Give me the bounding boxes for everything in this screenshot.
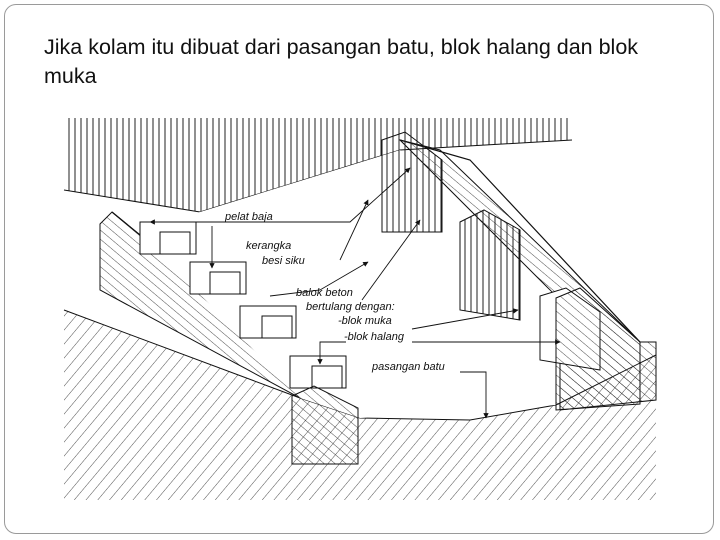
label-bertulang-dengan: bertulang dengan: [306,301,395,313]
label-blok-halang: -blok halang [344,331,404,343]
slide-title: Jika kolam itu dibuat dari pasangan batu, blok halang dan blok muka [44,35,639,88]
label-pasangan-batu: pasangan batu [372,361,445,373]
label-blok-muka: -blok muka [338,315,392,327]
label-kerangka: kerangka [246,240,292,252]
label-besi-siku: besi siku [262,255,305,267]
label-pelat-baja: pelat baja [225,211,273,223]
label-balok-beton: balok beton [296,287,353,299]
